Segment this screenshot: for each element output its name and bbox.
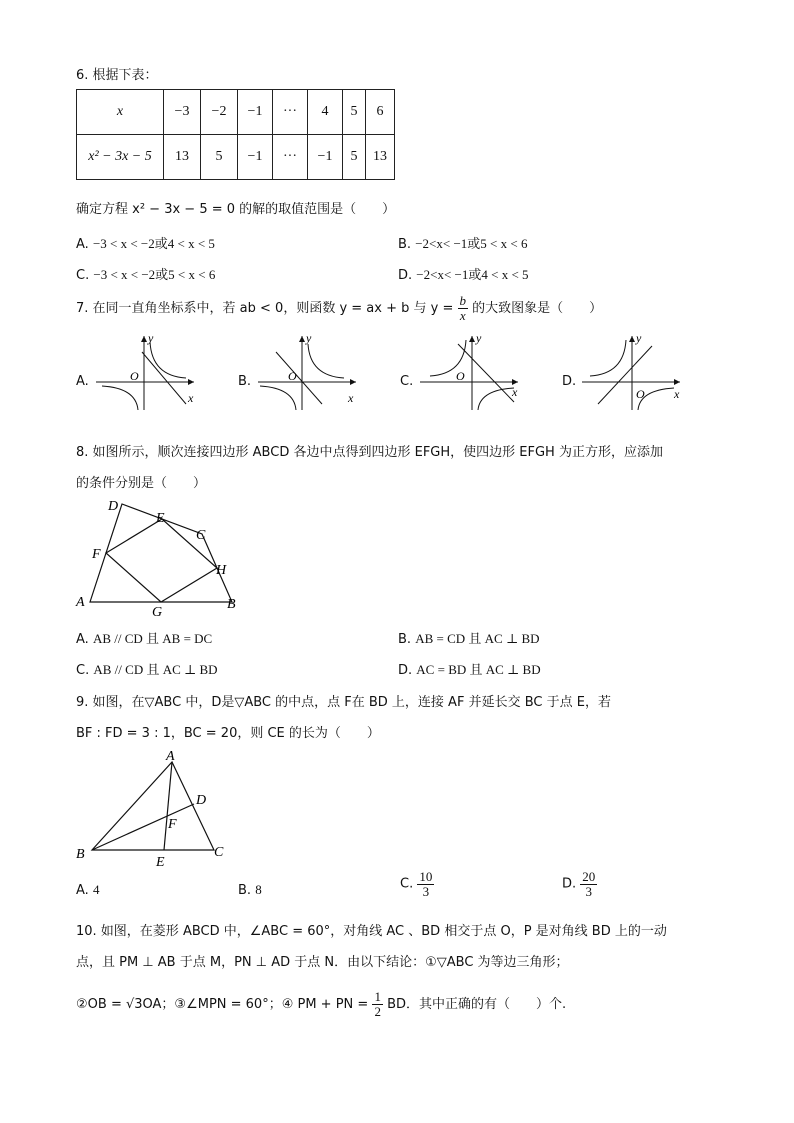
table-row — [77, 90, 395, 135]
q8-option-a[interactable] — [76, 628, 212, 647]
option-label: C. — [400, 876, 414, 892]
hyperbola-branch — [478, 388, 514, 410]
option-label: A. — [76, 632, 89, 647]
q8-option-b[interactable] — [398, 628, 540, 647]
table-cell: 5 — [343, 135, 366, 180]
option-label: C. — [76, 663, 90, 678]
point-a-label: A — [166, 749, 175, 764]
q7-stem — [76, 294, 602, 324]
hyperbola-branch — [150, 342, 186, 378]
q9-option-c[interactable] — [400, 870, 434, 898]
hyperbola-branch — [260, 386, 296, 410]
point-b-label: B — [76, 847, 85, 862]
option-label: D. — [398, 268, 413, 283]
point-d-label: D — [196, 793, 207, 808]
q10-line2: 点，且 PM ⊥ AB 于点 M，PN ⊥ AD 于点 N．由以下结论：①▽ABC 为等边三角形； — [76, 955, 569, 970]
table-cell: 13 — [164, 135, 201, 180]
hyperbola-branch — [102, 386, 138, 410]
axis-y-label: y — [636, 331, 642, 345]
point-c-label: C — [214, 845, 224, 860]
q9-line2: BF : FD = 3 : 1，BC = 20，则 CE 的长为（ ） — [76, 726, 380, 741]
segment-bd — [92, 804, 194, 850]
q7-option-a-label[interactable]: A. — [76, 374, 89, 389]
axis-y-label: y — [148, 331, 154, 345]
option-label: D. — [562, 876, 577, 892]
option-text: AC = BD 且 AC ⊥ BD — [416, 662, 541, 677]
point-f-label: F — [92, 547, 101, 562]
option-label: B. — [238, 883, 252, 898]
q7-option-c-label[interactable]: C. — [400, 374, 414, 389]
q7-stem-pre: 7. 在同一直角坐标系中，若 ab < 0，则函数 y = ax + b 与 y = — [76, 301, 454, 316]
table-cell: x — [77, 90, 164, 135]
line-graph — [142, 352, 186, 404]
y-axis-arrow — [629, 336, 635, 342]
point-h-label: H — [216, 563, 227, 578]
x-axis-arrow — [350, 379, 356, 385]
table-cell: 5 — [343, 90, 366, 135]
q10-line3-pre: ②OB = √3OA；③∠MPN = 60°；④ PM + PN = — [76, 997, 369, 1012]
frac-den: 3 — [585, 883, 593, 899]
table-cell: −1 — [308, 135, 343, 180]
option-text: −3 < x < −2或5 < x < 6 — [93, 267, 216, 282]
point-c-label: C — [196, 528, 206, 543]
q7-stem-post: 的大致图象是（ ） — [472, 301, 603, 316]
segment-ae — [164, 762, 172, 850]
q9-option-a[interactable] — [76, 882, 99, 898]
q7-option-d-label[interactable]: D. — [562, 374, 577, 389]
q8-option-c[interactable] — [76, 659, 218, 678]
option-text: AB // CD 且 AB = DC — [92, 631, 213, 646]
point-b-label: B — [227, 597, 236, 612]
q8-option-d[interactable] — [398, 659, 541, 678]
frac-num: b — [459, 293, 466, 309]
point-e-label: E — [156, 511, 165, 526]
q10-line3 — [76, 990, 566, 1020]
point-d-label: D — [108, 499, 119, 514]
q10-line1: 10. 如图，在菱形 ABCD 中，∠ABC = 60°，对角线 AC 、BD 相交于点 O，P 是对角线 BD 上的一动 — [76, 924, 667, 939]
axis-y-label: y — [306, 331, 312, 345]
option-text: −2<x< −1或5 < x < 6 — [415, 236, 528, 251]
point-f-label: F — [168, 817, 177, 832]
frac-den: 3 — [422, 883, 430, 899]
table-cell: 4 — [308, 90, 343, 135]
point-e-label: E — [156, 855, 165, 868]
table-cell: 13 — [366, 135, 395, 180]
option-label: B. — [398, 632, 412, 647]
x-axis-arrow — [674, 379, 680, 385]
table-cell: −1 — [238, 90, 273, 135]
q9-option-b[interactable] — [238, 882, 262, 898]
y-axis-arrow — [141, 336, 147, 342]
option-text: −2<x< −1或4 < x < 5 — [416, 267, 529, 282]
q9-line1: 9. 如图，在▽ABC 中，D是▽ABC 的中点，点 F在 BD 上，连接 AF 并延长交 BC 于点 E，若 — [76, 695, 611, 710]
table-cell: 6 — [366, 90, 395, 135]
option-text: AB = CD 且 AC ⊥ BD — [415, 631, 540, 646]
origin-label: O — [130, 369, 139, 383]
q6-question: 确定方程 x² − 3x − 5 = 0 的解的取值范围是（ ） — [76, 202, 396, 217]
q7-graph-c — [418, 330, 526, 412]
q6-stem: 6. 根据下表： — [76, 68, 158, 83]
q6-option-c[interactable] — [76, 264, 215, 283]
axis-x-label: x — [348, 391, 354, 405]
q9-option-d[interactable] — [562, 870, 597, 898]
axis-x-label: x — [512, 385, 518, 399]
q7-option-b-label[interactable]: B. — [238, 374, 252, 389]
frac-num: 10 — [419, 869, 433, 884]
axis-x-label: x — [188, 391, 194, 405]
line-graph — [276, 352, 322, 404]
hyperbola-branch — [590, 340, 626, 376]
table-cell: −2 — [201, 90, 238, 135]
option-text: AB // CD 且 AC ⊥ BD — [93, 662, 218, 677]
option-label: D. — [398, 663, 413, 678]
q6-option-d[interactable] — [398, 264, 529, 283]
q8-line1: 8. 如图所示，顺次连接四边形 ABCD 各边中点得到四边形 EFGH，使四边形 EFGH 为正方形，应添加 — [76, 445, 663, 460]
table-cell: ··· — [273, 90, 308, 135]
table-row — [77, 135, 395, 180]
table-cell: 5 — [201, 135, 238, 180]
y-axis-arrow — [299, 336, 305, 342]
option-label: C. — [76, 268, 90, 283]
option-label: B. — [398, 237, 412, 252]
q8-line2: 的条件分别是（ ） — [76, 476, 207, 491]
origin-label: O — [456, 369, 465, 383]
fraction — [580, 870, 597, 898]
y-axis-arrow — [469, 336, 475, 342]
q7-fraction — [458, 294, 469, 322]
origin-label: O — [288, 369, 297, 383]
q7-graph-b — [256, 330, 364, 412]
table-cell: x² − 3x − 5 — [77, 135, 164, 180]
frac-den: x — [459, 308, 466, 323]
x-axis-arrow — [188, 379, 194, 385]
origin-label: O — [636, 387, 645, 401]
frac-num: 20 — [582, 869, 596, 884]
q6-option-b[interactable] — [398, 233, 527, 252]
frac-num: 1 — [374, 989, 381, 1005]
q6-option-a[interactable] — [76, 233, 215, 252]
table-cell: −1 — [238, 135, 273, 180]
q8-figure — [74, 496, 244, 620]
q10-line3-post: BD．其中正确的有（ ）个. — [387, 997, 567, 1012]
axis-y-label: y — [476, 331, 482, 345]
table-cell: −3 — [164, 90, 201, 135]
option-text: 8 — [255, 882, 262, 897]
option-text: 4 — [92, 882, 100, 897]
q7-graph-a — [94, 330, 202, 412]
axis-x-label: x — [674, 387, 680, 401]
hyperbola-branch — [308, 344, 344, 378]
frac-den: 2 — [374, 1004, 381, 1019]
q9-figure — [72, 744, 238, 868]
point-g-label: G — [152, 605, 163, 620]
option-label: A. — [76, 883, 89, 898]
point-a-label: A — [76, 595, 85, 610]
option-label: A. — [76, 237, 89, 252]
option-text: −3 < x < −2或4 < x < 5 — [92, 236, 215, 251]
q10-fraction — [372, 990, 383, 1018]
fraction — [417, 870, 434, 898]
table-cell: ··· — [273, 135, 308, 180]
q6-value-table — [76, 89, 395, 180]
q7-graph-d — [580, 330, 688, 412]
line-graph — [458, 344, 514, 402]
